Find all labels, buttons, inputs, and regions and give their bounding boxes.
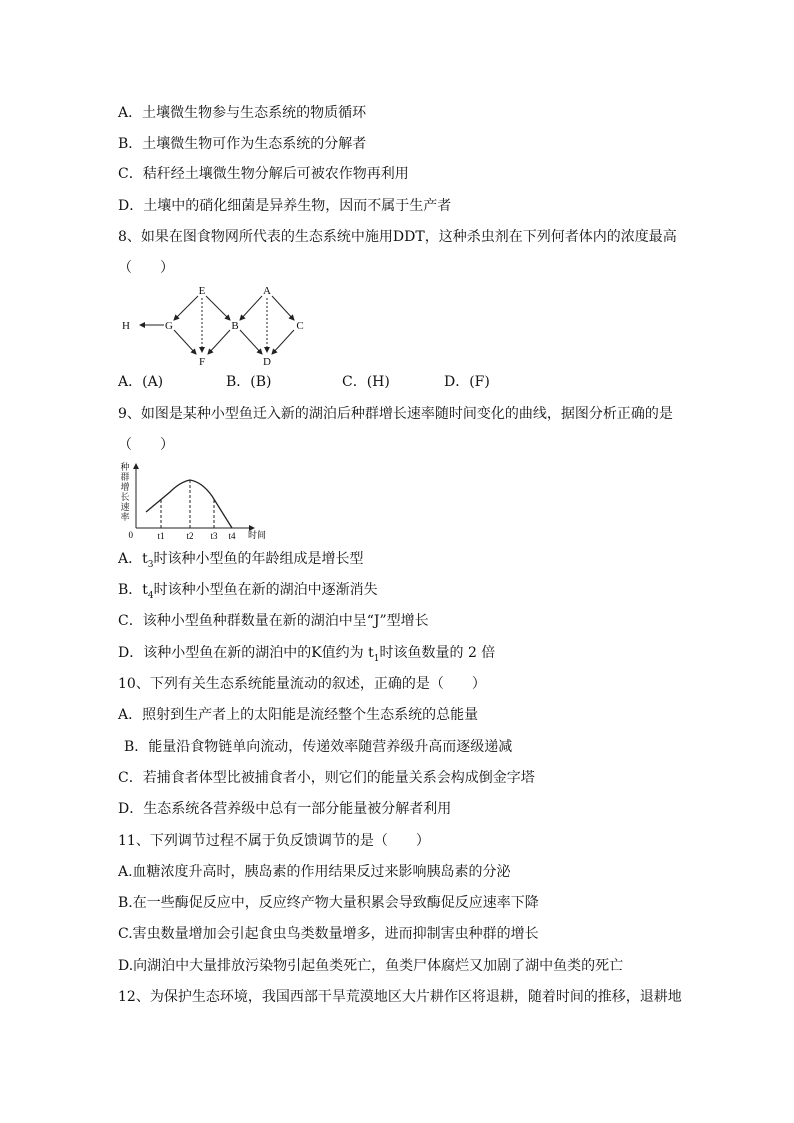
- q9-option-b: B．$t_4$时该种小型鱼在新的湖泊中逐渐消失: [118, 582, 378, 601]
- edge-g-f: [174, 330, 196, 354]
- q10-option-c: C．若捕食者体型比被捕食者小，则它们的能量关系会构成倒金字塔: [118, 770, 535, 786]
- ylabel-char: 速: [120, 502, 130, 512]
- node-h: H: [122, 320, 130, 332]
- node-d: D: [263, 356, 271, 368]
- q8-option-b: B．(B): [226, 374, 272, 390]
- food-web-diagram: [112, 282, 312, 368]
- q11-stem: 11、下列调节过程不属于负反馈调节的是（ ）: [118, 833, 430, 849]
- graph-xlabel: 时间: [247, 530, 267, 540]
- q7-option-c: C．秸秆经土壤微生物分解后可被农作物再利用: [118, 166, 409, 182]
- edge-a-b: [240, 296, 262, 320]
- node-c: C: [296, 320, 304, 332]
- ylabel-char: 群: [120, 472, 130, 482]
- ylabel-char: 增: [120, 482, 130, 492]
- node-a: A: [263, 285, 271, 297]
- ylabel-char: 长: [120, 492, 130, 502]
- q12-stem: 12、为保护生态环境，我国西部干旱荒漠地区大片耕作区将退耕，随着时间的推移，退耕地: [118, 989, 682, 1005]
- q11-option-b: B.在一些酶促反应中，反应终产物大量积累会导致酶促反应速率下降: [118, 895, 539, 911]
- q11-option-c: C.害虫数量增加会引起食虫鸟类数量增多，进而抑制害虫种群的增长: [118, 926, 539, 942]
- tick-t4: t4: [228, 531, 236, 541]
- q7-option-d: D．土壤中的硝化细菌是异养生物，因而不属于生产者: [118, 198, 452, 214]
- graph-ylabel: [120, 461, 129, 522]
- q8-option-c: C．(H): [342, 374, 390, 390]
- tick-t1: t1: [157, 531, 165, 541]
- graph-origin: 0: [128, 530, 133, 540]
- q8-answer-paren: （ ）: [118, 260, 174, 276]
- svg-text:种群增长速率: [120, 461, 129, 522]
- q8-option-a: A．(A): [118, 374, 164, 390]
- graph-curve: [146, 480, 232, 528]
- q8-option-d: D．(F): [444, 374, 490, 390]
- edge-b-d: [240, 330, 262, 354]
- edge-b-f: [208, 330, 230, 354]
- ylabel-char: 种: [120, 462, 130, 472]
- q10-option-b: B．能量沿食物链单向流动，传递效率随营养级升高而逐级递减: [124, 739, 513, 755]
- q7-option-b: B．土壤微生物可作为生态系统的分解者: [118, 136, 367, 152]
- q10-stem: 10、下列有关生态系统能量流动的叙述，正确的是（ ）: [118, 676, 486, 692]
- q11-option-a: A.血糖浓度升高时，胰岛素的作用结果反过来影响胰岛素的分泌: [118, 864, 511, 880]
- q8-options: [118, 373, 490, 391]
- node-g: G: [165, 320, 173, 332]
- q9-option-c: C．该种小型鱼种群数量在新的湖泊中呈“J”型增长: [118, 613, 429, 629]
- growth-rate-graph: [118, 460, 270, 542]
- tick-t2: t2: [186, 531, 194, 541]
- q8-stem: 8、如果在图食物网所代表的生态系统中施用DDT，这种杀虫剂在下列何者体内的浓度最高: [118, 229, 677, 245]
- node-e: E: [198, 285, 206, 297]
- q11-option-d: D.向湖泊中大量排放污染物引起鱼类死亡，鱼类尸体腐烂又加剧了湖中鱼类的死亡: [118, 958, 624, 974]
- q9-answer-paren: （ ）: [118, 437, 174, 453]
- edge-e-g: [174, 296, 198, 320]
- q10-option-d: D．生态系统各营养级中总有一部分能量被分解者利用: [118, 801, 452, 817]
- edge-e-b: [206, 296, 230, 320]
- edge-a-c: [272, 296, 294, 320]
- q10-option-a: A．照射到生产者上的太阳能是流经整个生态系统的总能量: [118, 707, 479, 723]
- edge-c-d: [272, 330, 294, 354]
- tick-t3: t3: [210, 531, 218, 541]
- q9-option-d: D．该种小型鱼在新的湖泊中的K值约为 $t_1$时该鱼数量的 2 倍: [118, 645, 496, 664]
- q7-option-a: A．土壤微生物参与生态系统的物质循环: [118, 105, 367, 121]
- q9-option-a: A．$t_3$时该种小型鱼的年龄组成是增长型: [118, 551, 364, 570]
- ylabel-char: 率: [120, 512, 130, 522]
- node-b: B: [231, 320, 239, 332]
- q9-stem: 9、如图是某种小型鱼迁入新的湖泊后种群增长速率随时间变化的曲线，据图分析正确的是: [118, 406, 673, 422]
- node-f: F: [198, 356, 206, 368]
